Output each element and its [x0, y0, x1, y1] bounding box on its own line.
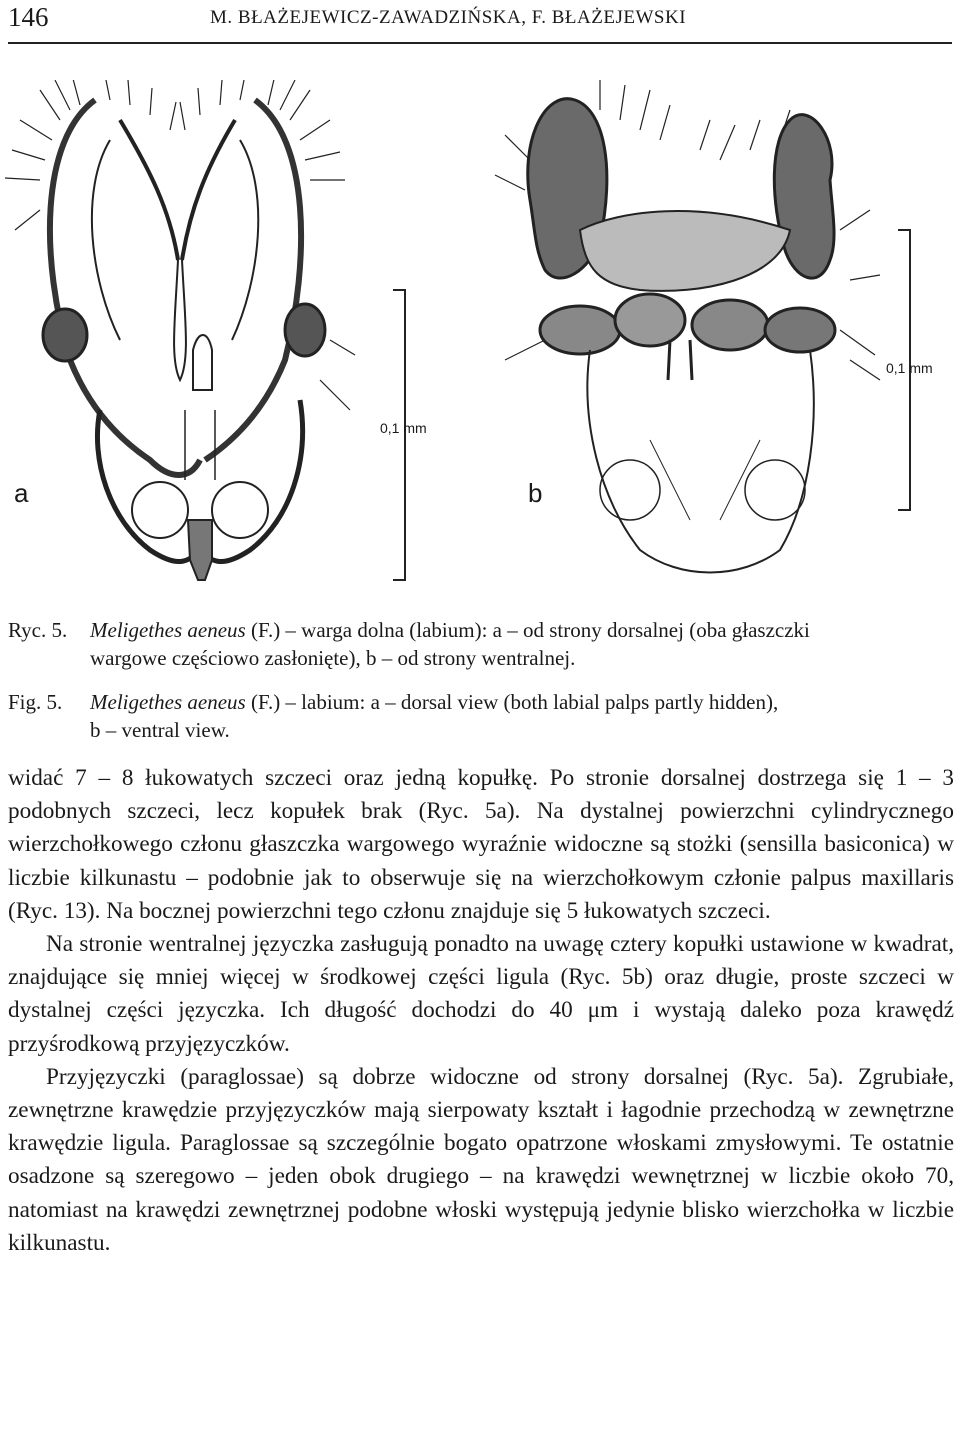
- caption-en-line2: b – ventral view.: [90, 718, 230, 742]
- caption-en-text: (F.) – labium: a – dorsal view (both labial palps partly hidden),: [245, 690, 779, 714]
- labium-illustration: [0, 80, 960, 600]
- running-head: M. BŁAŻEJEWICZ-ZAWADZIŃSKA, F. BŁAŻEJEWSKI: [210, 7, 687, 28]
- panel-a-label: a: [14, 478, 29, 508]
- panel-b-label: b: [528, 478, 543, 508]
- caption-en-species: Meligethes aeneus: [90, 690, 246, 714]
- caption-en-label: Fig. 5.: [8, 690, 63, 714]
- header-rule: [8, 42, 952, 44]
- paragraph-1: widać 7 – 8 łukowatych szczeci oraz jedną kopułkę. Po stronie dorsalnej dostrzega się 1 – 3 podobnych szczeci, lecz kopułek brak (Ryc. 5a). Na dystalnej powierzchni cylindrycznego wierzchołkowego członu głaszczka wargowego wyraźnie widoczne są stożki (sensilla basiconica) w liczbie kilkunastu – podobnie jak to obserwuje się na wierzchołkowym członie palpus maxillaris (Ryc. 13). Na bocznej powierzchni tego członu znajduje się 5 łukowatych szczeci.: [8, 765, 954, 924]
- body-text: [8, 762, 954, 1260]
- page-number: 146: [8, 2, 49, 32]
- caption-pl-text: (F.) – warga dolna (labium): a – od strony dorsalnej (oba głaszczki: [245, 618, 810, 642]
- caption-pl-label: Ryc. 5.: [8, 618, 68, 642]
- paragraph-3: Przyjęzyczki (paraglossae) są dobrze widoczne od strony dorsalnej (Ryc. 5a). Zgrubiałe, zewnętrzne krawędzie przyjęzyczków mają sierpowaty kształt i łagodnie przechodzą w zewnętrzne krawędzie ligula. Paraglossae są szczególnie bogato opatrzone włoskami zmysłowymi. Te ostatnie osadzone są szeregowo – jeden obok drugiego – na krawędzi wewnętrznej w liczbie około 70, natomiast na krawędzi zewnętrznej podobne włoski występują jedynie blisko wierzchołka w liczbie kilkunastu.: [8, 1063, 954, 1256]
- scale-label-b: 0,1 mm: [886, 360, 933, 376]
- page-header: [0, 0, 960, 46]
- caption-pl-species: Meligethes aeneus: [90, 618, 246, 642]
- figure-5: [0, 80, 960, 600]
- scale-label-a: 0,1 mm: [380, 420, 427, 436]
- labium-ventral-drawing: [495, 80, 880, 573]
- paragraph-2: Na stronie wentralnej języczka zasługują ponadto na uwagę cztery kopułki ustawione w kwadrat, znajdujące się mniej więcej w środkowej części ligula (Ryc. 5b) oraz długie, proste szczeci w dystalnej części języczka. Ich długość dochodzi do 40 μm i wystają daleko poza krawędź przyśrodkową przyjęzyczków.: [8, 931, 954, 1057]
- caption-pl-line2: wargowe częściowo zasłonięte), b – od strony wentralnej.: [90, 646, 576, 670]
- caption-polish: [8, 616, 956, 672]
- caption-english: [8, 688, 956, 744]
- labium-dorsal-drawing: [5, 80, 355, 580]
